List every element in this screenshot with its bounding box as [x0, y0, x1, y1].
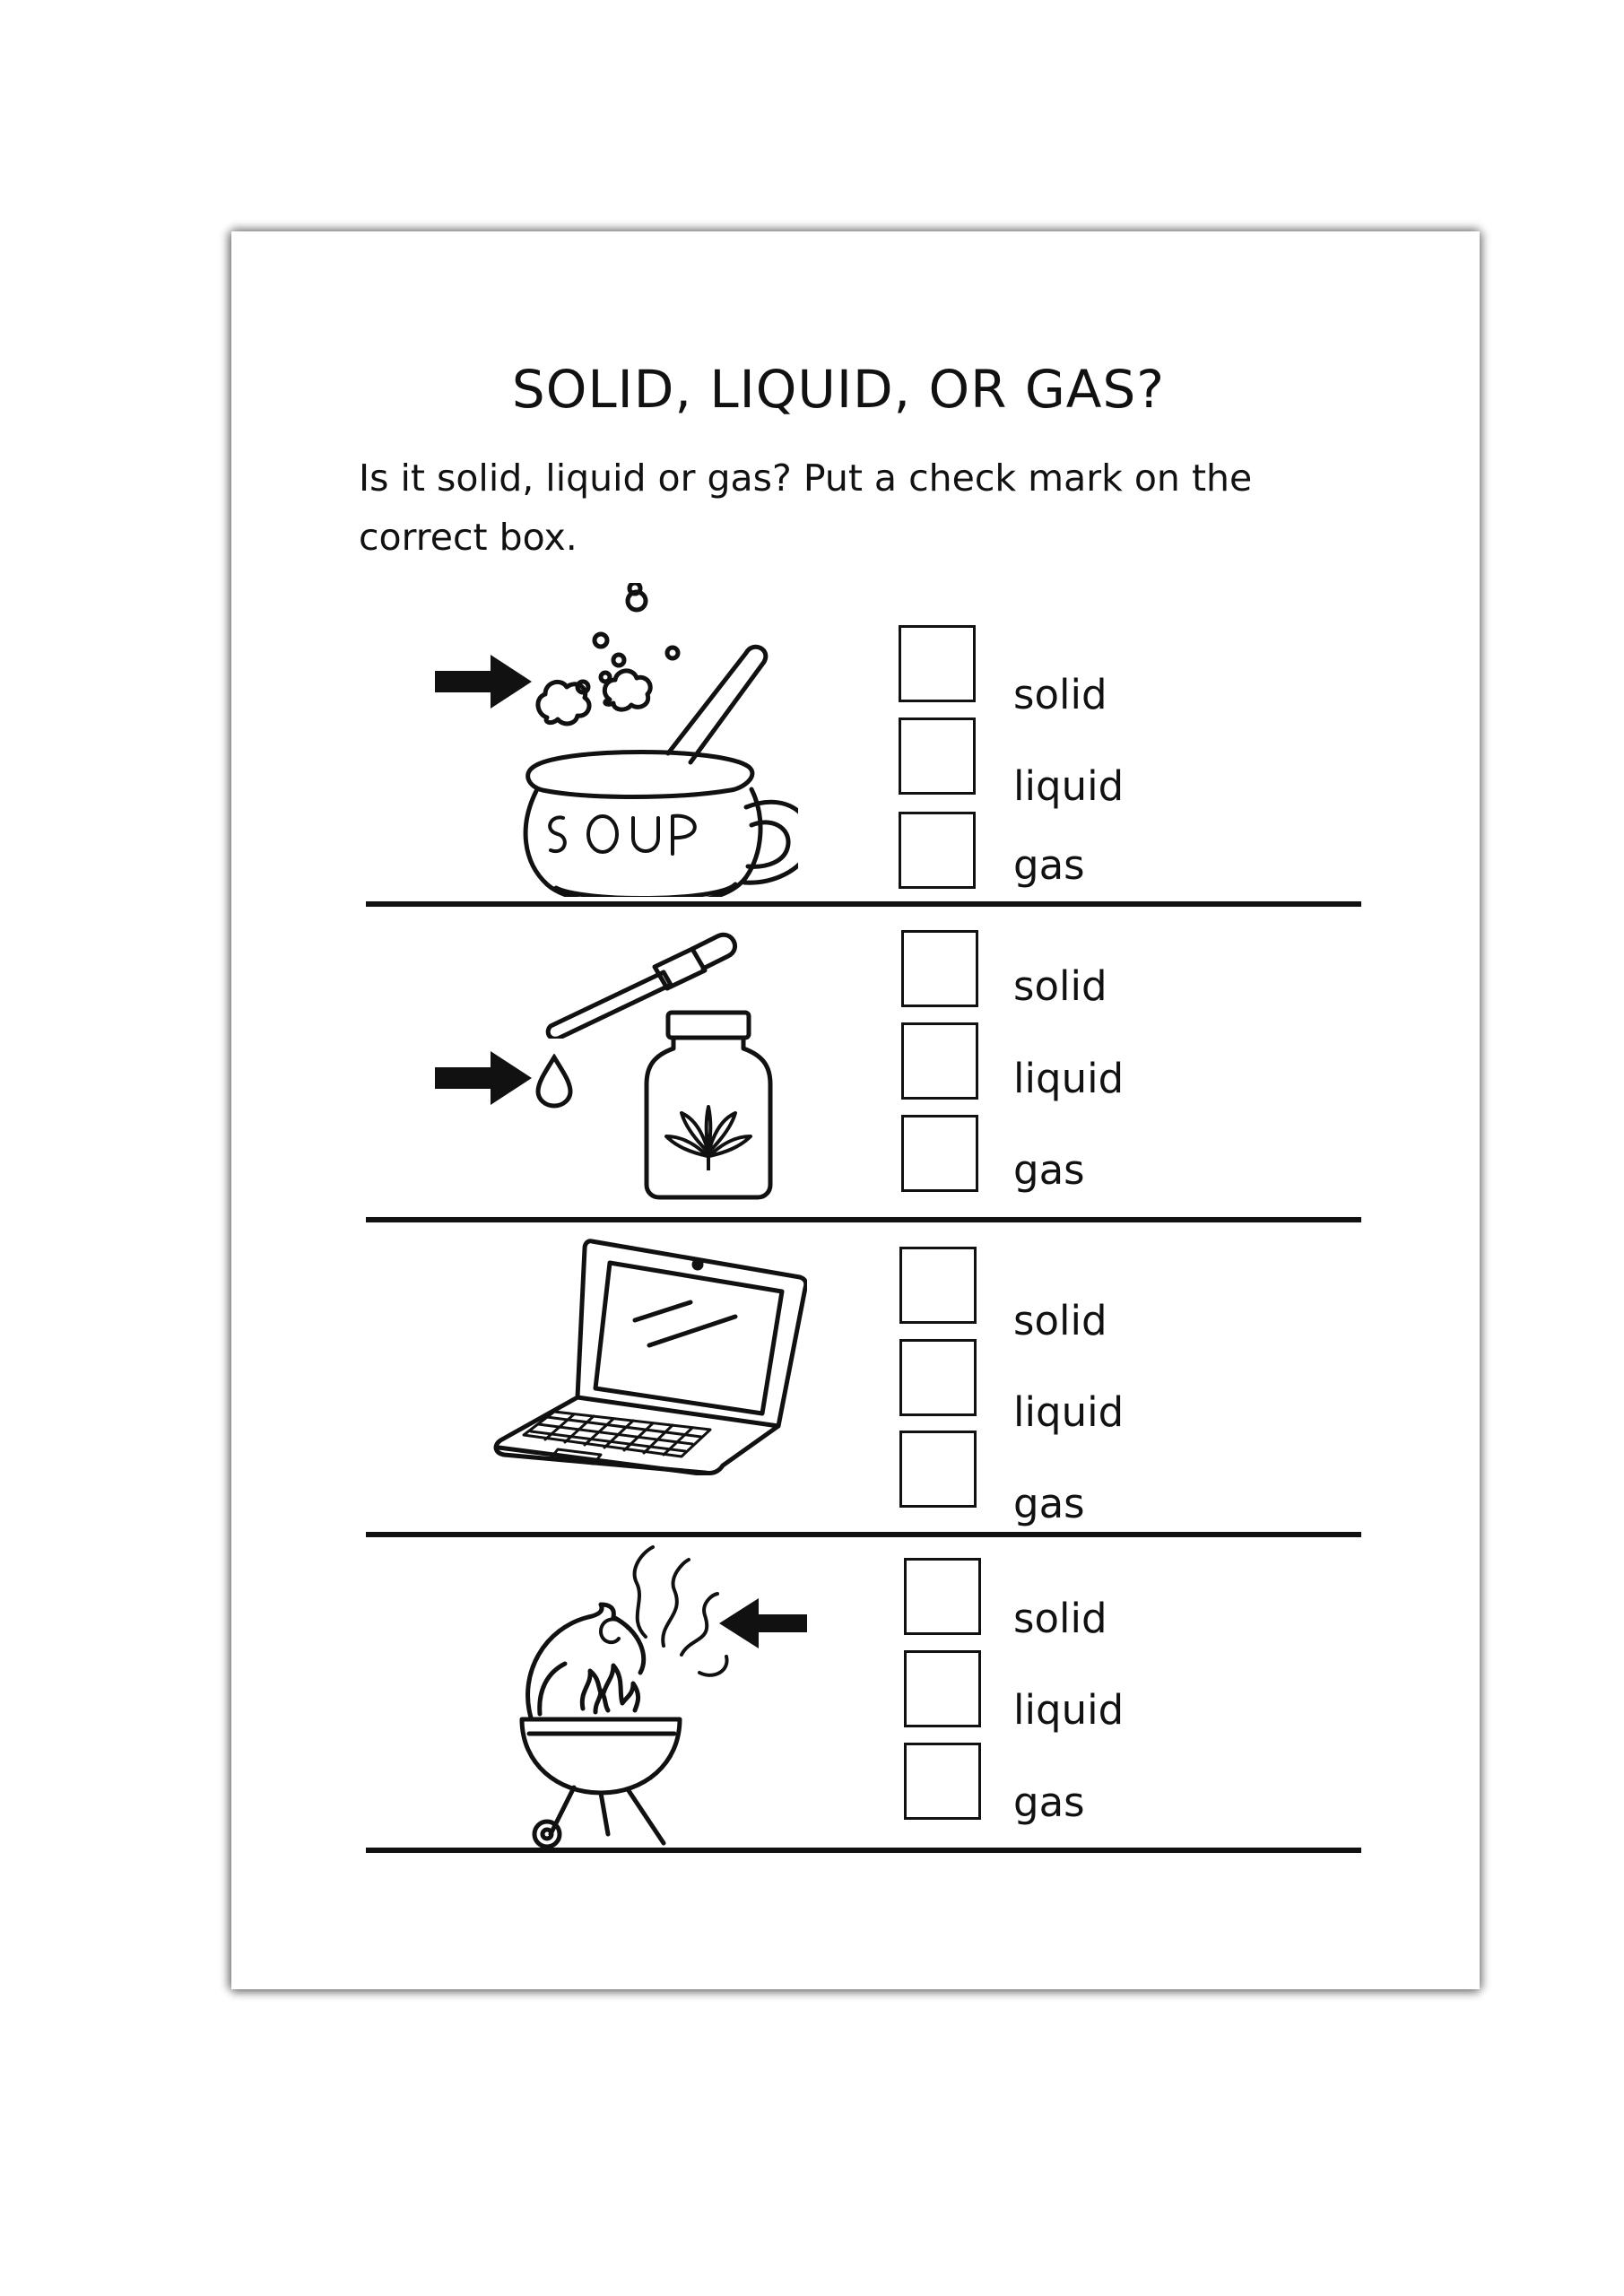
soup-pot-icon — [511, 583, 798, 897]
option-label-solid: solid — [1013, 1595, 1107, 1642]
row-divider — [366, 1848, 1361, 1853]
checkbox-gas[interactable] — [899, 812, 976, 889]
option-label-solid: solid — [1013, 1297, 1107, 1344]
laptop-icon — [493, 1238, 807, 1475]
option-label-gas: gas — [1013, 1146, 1085, 1194]
option-label-liquid: liquid — [1013, 762, 1125, 810]
option-label-gas: gas — [1013, 841, 1085, 889]
checkbox-solid[interactable] — [904, 1558, 981, 1635]
smoke-icon — [601, 1547, 727, 1675]
checkbox-solid[interactable] — [899, 625, 976, 702]
jar-icon — [641, 1009, 776, 1202]
option-label-gas: gas — [1013, 1779, 1085, 1826]
checkbox-liquid[interactable] — [899, 718, 976, 795]
checkbox-gas[interactable] — [904, 1743, 981, 1820]
option-label-solid: solid — [1013, 671, 1107, 718]
checkbox-solid[interactable] — [899, 1247, 977, 1324]
row-divider — [366, 901, 1361, 907]
option-label-liquid: liquid — [1013, 1055, 1125, 1102]
row-divider — [366, 1217, 1361, 1222]
arrow-icon — [435, 1049, 534, 1107]
option-label-liquid: liquid — [1013, 1388, 1125, 1436]
option-label-solid: solid — [1013, 962, 1107, 1010]
checkbox-gas[interactable] — [899, 1431, 977, 1508]
option-label-gas: gas — [1013, 1480, 1085, 1527]
page-title: SOLID, LIQUID, OR GAS? — [511, 359, 1166, 420]
arrow-icon — [717, 1596, 807, 1650]
checkbox-liquid[interactable] — [899, 1339, 977, 1416]
leaf-icon — [666, 1107, 751, 1170]
checkbox-liquid[interactable] — [904, 1650, 981, 1727]
droplet-icon — [534, 1054, 574, 1109]
checkbox-liquid[interactable] — [901, 1022, 978, 1100]
option-label-liquid: liquid — [1013, 1686, 1125, 1734]
checkbox-gas[interactable] — [901, 1115, 978, 1192]
checkbox-solid[interactable] — [901, 930, 978, 1007]
instructions: Is it solid, liquid or gas? Put a check mark on the correct box. — [359, 457, 1253, 559]
row-divider — [366, 1532, 1361, 1537]
grill-icon — [511, 1538, 735, 1848]
